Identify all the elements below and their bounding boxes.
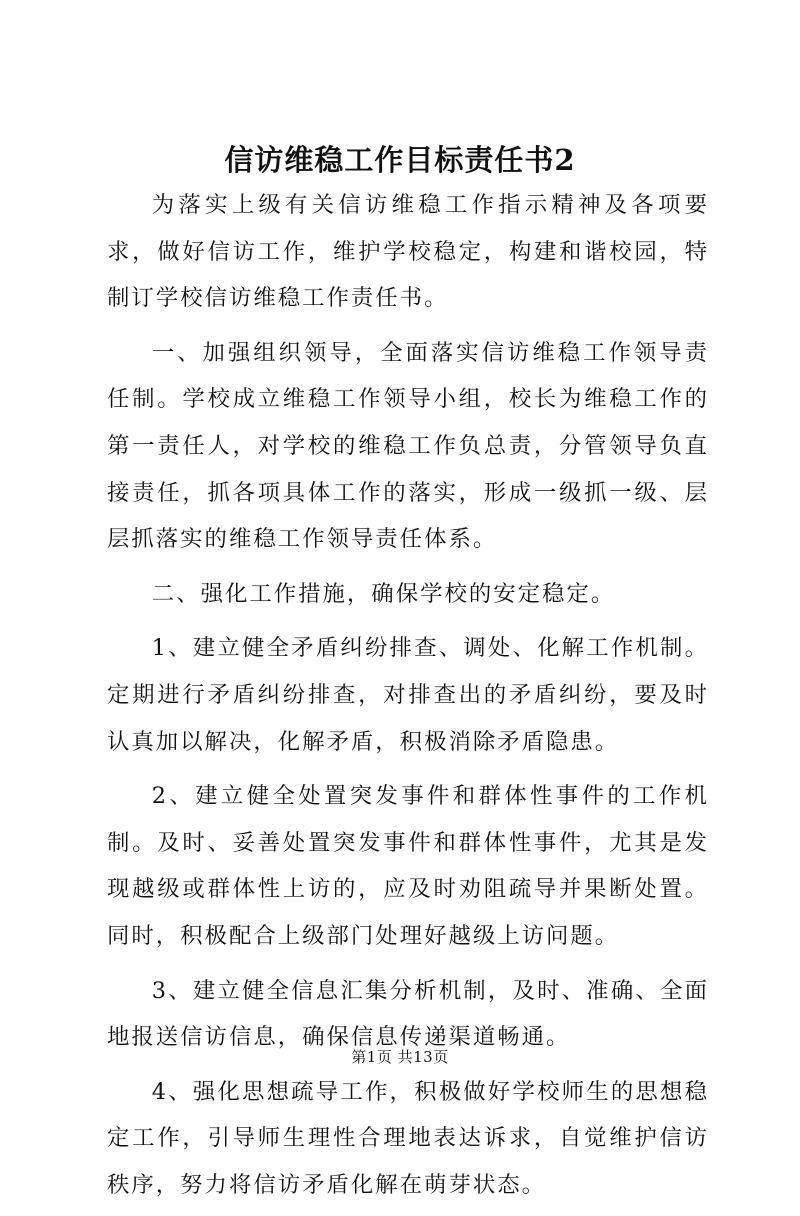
- paragraph-section-2: 二、强化工作措施，确保学校的安定稳定。: [151, 580, 616, 607]
- paragraph-item-3: 3、建立健全信息汇集分析机制，及时、准确、全面地报送信访信息，确保信息传递渠道畅通。: [107, 977, 709, 1051]
- paragraph-intro: 为落实上级有关信访维稳工作指示精神及各项要求，做好信访工作，维护学校稳定，构建和谐校园，特制订学校信访维稳工作责任书。: [107, 192, 709, 312]
- paragraph-item-1: 1、建立健全矛盾纠纷排查、调处、化解工作机制。定期进行矛盾纠纷排查，对排查出的矛盾纠纷，要及时认真加以解决，化解矛盾，积极消除矛盾隐患。: [107, 635, 709, 755]
- page-number-footer: 第1页 共13页: [351, 1048, 449, 1066]
- paragraph-item-2: 2、建立健全处置突发事件和群体性事件的工作机制。及时、妥善处置突发事件和群体性事件，尤其是发现越级或群体性上访的，应及时劝阻疏导并果断处置。同时，积极配合上级部门处理好越级上访问题。: [107, 783, 709, 949]
- paragraph-item-4: 4、强化思想疏导工作，积极做好学校师生的思想稳定工作，引导师生理性合理地表达诉求，自觉维护信访秩序，努力将信访矛盾化解在萌芽状态。: [107, 1078, 709, 1198]
- document-title: 信访维稳工作目标责任书2: [224, 143, 576, 177]
- paragraph-section-1: 一、加强组织领导，全面落实信访维稳工作领导责任制。学校成立维稳工作领导小组，校长为维稳工作的第一责任人，对学校的维稳工作负总责，分管领导负直接责任，抓各项具体工作的落实，形成一级抓一级、层层抓落实的维稳工作领导责任体系。: [107, 339, 709, 553]
